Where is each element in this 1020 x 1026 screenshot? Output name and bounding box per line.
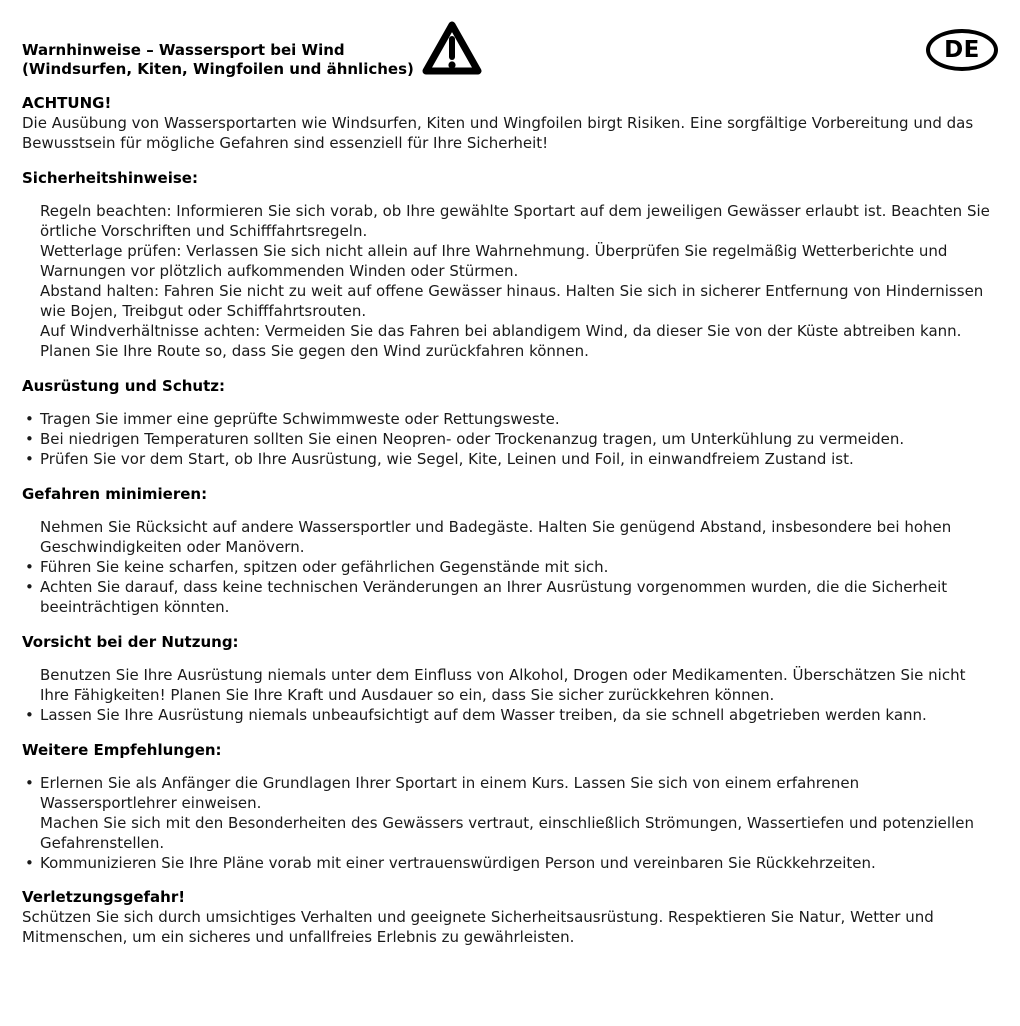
- bullet-marker: •: [25, 774, 34, 792]
- section-heading: Gefahren minimieren:: [22, 485, 208, 503]
- bullet-marker: •: [25, 430, 34, 448]
- list-item-text: Erlernen Sie als Anfänger die Grundlagen Ihrer Sportart in einem Kurs. Lassen Sie sich von einem erfahrenen Wassersportlehrer einweisen.: [40, 774, 860, 812]
- paragraph: Die Ausübung von Wassersportarten wie Windsurfen, Kiten und Wingfoilen birgt Risiken. Eine sorgfältige Vorbereitung und das Bewusstsein für mögliche Gefahren sind essenziell für Ihre Sicherheit!: [22, 114, 974, 152]
- bullet-marker: •: [25, 558, 34, 576]
- list-item-text: Prüfen Sie vor dem Start, ob Ihre Ausrüstung, wie Segel, Kite, Leinen und Foil, in einwandfreiem Zustand ist.: [40, 450, 854, 468]
- warning-triangle-icon: [422, 20, 482, 78]
- list-item: Auf Windverhältnisse achten: Vermeiden Sie das Fahren bei ablandigem Wind, da dieser Sie von der Küste abtreiben kann. Planen Sie Ihre Route so, dass Sie gegen den Wind zurückfahren können.: [40, 322, 962, 360]
- list-item-text: Kommunizieren Sie Ihre Pläne vorab mit einer vertrauenswürdigen Person und vereinbaren Sie Rückkehrzeiten.: [40, 854, 876, 872]
- list-item: [22, 853, 998, 873]
- list-item: Nehmen Sie Rücksicht auf andere Wassersportler und Badegäste. Halten Sie genügend Abstand, insbesondere bei hohen Geschwindigkeiten oder Manövern.: [40, 518, 952, 556]
- bullet-marker: •: [25, 450, 34, 468]
- section-heading: Sicherheitshinweise:: [22, 169, 198, 187]
- section-gefahren: [22, 484, 998, 617]
- list-item: Benutzen Sie Ihre Ausrüstung niemals unter dem Einfluss von Alkohol, Drogen oder Medikamenten. Überschätzen Sie nicht Ihre Fähigkeiten! Planen Sie Ihre Kraft und Ausdauer so ein, dass Sie sicher zurückkehren können.: [40, 666, 966, 704]
- bullet-marker: •: [25, 706, 34, 724]
- page-title: Warnhinweise – Wassersport bei Wind: [22, 41, 345, 59]
- bullet-marker: •: [25, 854, 34, 872]
- list-item: [22, 449, 998, 469]
- list-item: [22, 773, 998, 813]
- section-heading: Weitere Empfehlungen:: [22, 741, 222, 759]
- list-item-text: Bei niedrigen Temperaturen sollten Sie einen Neopren- oder Trockenanzug tragen, um Unterkühlung zu vermeiden.: [40, 430, 905, 448]
- list-item: [22, 409, 998, 429]
- list-item-text: Lassen Sie Ihre Ausrüstung niemals unbeaufsichtigt auf dem Wasser treiben, da sie schnell abgetrieben werden kann.: [40, 706, 927, 724]
- section-achtung: [22, 93, 998, 153]
- section-vorsicht: [22, 632, 998, 725]
- country-badge-label: DE: [944, 37, 980, 63]
- section-heading: Vorsicht bei der Nutzung:: [22, 633, 239, 651]
- country-badge: [926, 29, 998, 71]
- list-item-text: Achten Sie darauf, dass keine technischen Veränderungen an Ihrer Ausrüstung vorgenommen wurden, die die Sicherheit beeinträchtigen könnten.: [40, 578, 948, 616]
- section-sicherheitshinweise: [22, 168, 998, 361]
- list-item: Abstand halten: Fahren Sie nicht zu weit auf offene Gewässer hinaus. Halten Sie sich in sicherer Entfernung von Hindernissen wie Bojen, Treibgut oder Schifffahrtsrouten.: [40, 282, 984, 320]
- title-block: [22, 20, 414, 79]
- page-subtitle: (Windsurfen, Kiten, Wingfoilen und ähnliches): [22, 60, 414, 78]
- document-header: [22, 20, 998, 79]
- section-ausruestung: [22, 376, 998, 469]
- section-empfehlungen: [22, 740, 998, 873]
- bullet-marker: •: [25, 578, 34, 596]
- bullet-marker: •: [25, 410, 34, 428]
- list-item-text: Tragen Sie immer eine geprüfte Schwimmweste oder Rettungsweste.: [40, 410, 560, 428]
- section-heading: Verletzungsgefahr!: [22, 888, 186, 906]
- section-heading: Ausrüstung und Schutz:: [22, 377, 225, 395]
- list-item: Regeln beachten: Informieren Sie sich vorab, ob Ihre gewählte Sportart auf dem jeweiligen Gewässer erlaubt ist. Beachten Sie örtliche Vorschriften und Schifffahrtsregeln.: [40, 202, 990, 240]
- list-item: [22, 429, 998, 449]
- paragraph: Schützen Sie sich durch umsichtiges Verhalten und geeignete Sicherheitsausrüstung. Respektieren Sie Natur, Wetter und Mitmenschen, um ein sicheres und unfallfreies Erlebnis zu gewährleisten.: [22, 908, 934, 946]
- list-item: Machen Sie sich mit den Besonderheiten des Gewässers vertraut, einschließlich Strömungen, Wassertiefen und potenziellen Gefahrenstellen.: [40, 814, 974, 852]
- list-item-text: Führen Sie keine scharfen, spitzen oder gefährlichen Gegenstände mit sich.: [40, 558, 609, 576]
- list-item: Wetterlage prüfen: Verlassen Sie sich nicht allein auf Ihre Wahrnehmung. Überprüfen Sie regelmäßig Wetterberichte und Warnungen vor plötzlich aufkommenden Winden oder Stürmen.: [40, 242, 948, 280]
- list-item: [22, 705, 998, 725]
- list-item: [22, 557, 998, 577]
- list-item: [22, 577, 998, 617]
- section-verletzungsgefahr: [22, 887, 998, 947]
- section-heading: ACHTUNG!: [22, 94, 112, 112]
